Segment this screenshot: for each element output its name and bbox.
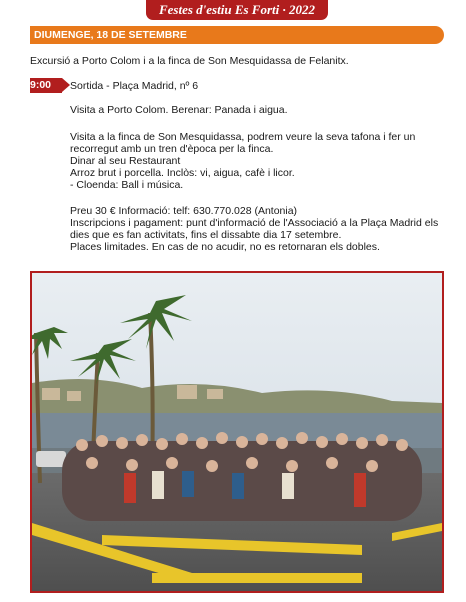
menu-text: Arroz brut i porcella. Inclòs: vi, aigua, cafè i licor.	[70, 167, 295, 179]
visit-porto-text: Visita a Porto Colom. Berenar: Panada i aigua.	[70, 104, 288, 116]
limited-places-text: Places limitades. En cas de no acudir, no es retornaran els dobles.	[70, 241, 380, 253]
event-banner: Festes d'estiu Es Forti · 2022	[146, 0, 328, 20]
date-header: DIUMENGE, 18 DE SETEMBRE	[30, 26, 444, 44]
closing-text: - Cloenda: Ball i música.	[70, 179, 184, 191]
registration-line-1: Inscripcions i pagament: punt d'informació de l'Associació a la Plaça Madrid els	[70, 217, 439, 229]
intro-text: Excursió a Porto Colom i a la finca de Son Mesquidassa de Felanitx.	[30, 55, 349, 67]
dinner-text: Dinar al seu Restaurant	[70, 155, 181, 167]
group-photo	[30, 271, 444, 593]
departure-text: Sortida - Plaça Madrid, nº 6	[70, 80, 199, 92]
visit-finca-line-1: Visita a la finca de Son Mesquidassa, podrem veure la seva tafona i fer un	[70, 131, 416, 143]
registration-line-2: dies que es fan activitats, fins el dissabte dia 17 setembre.	[70, 229, 342, 241]
visit-finca-line-2: recorregut amb un tren d'època per la finca.	[70, 143, 274, 155]
price-info-text: Preu 30 € Informació: telf: 630.770.028 (Antonia)	[70, 205, 298, 217]
time-badge: 9:00 h.	[30, 78, 62, 93]
